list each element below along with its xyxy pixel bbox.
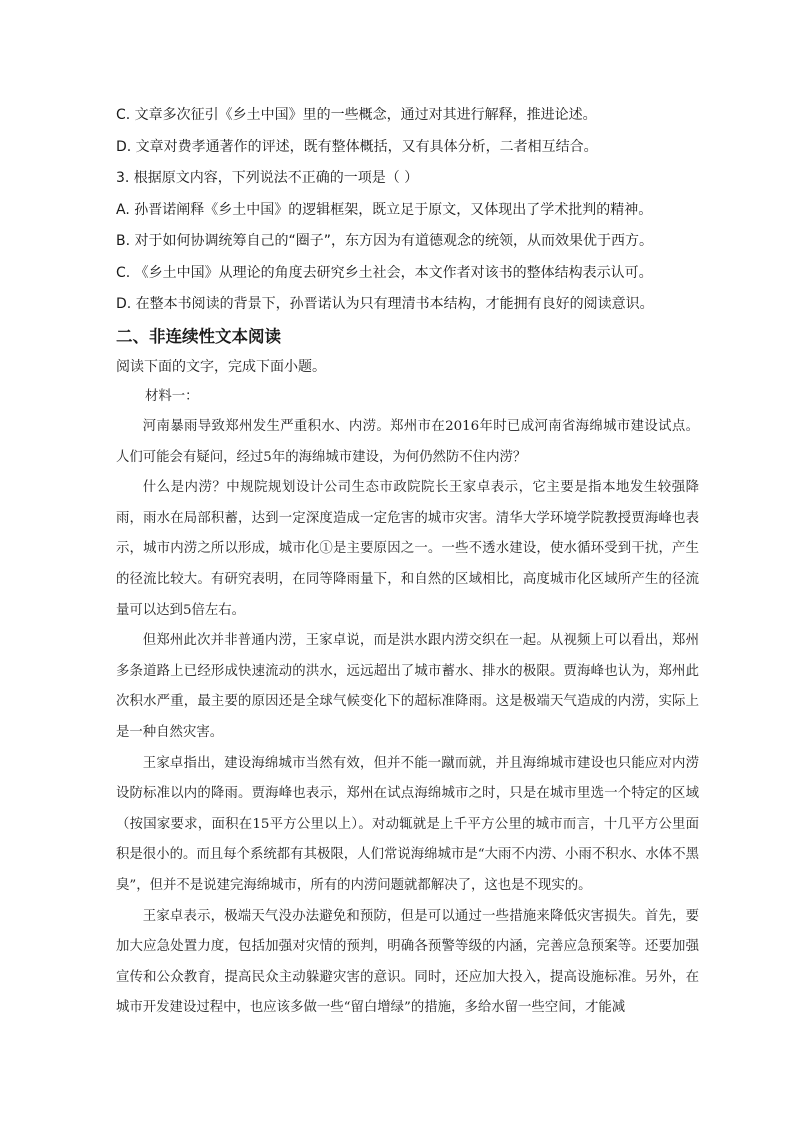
section-title: 二、非连续性文本阅读 (116, 326, 281, 346)
option-line: D. 文章对费孝通著作的评述，既有整体概括，又有具体分析，二者相互结合。 (116, 138, 598, 155)
article-paragraph: 但郑州此次并非普通内涝，王家卓说，而是洪水跟内涝交织在一起。从视频上可以看出，郑州多条道路上已经形成快速流动的洪水，远远超出了城市蓄水、排水的极限。贾海峰也认为，郑州此次积水严重，最主要的原因还是全球气候变化下的超标准降雨。这是极端天气造成的内涝，实际上是一种自然灾害。 (116, 633, 699, 740)
question-stem: 3. 根据原文内容，下列说法不正确的一项是（ ） (116, 170, 419, 186)
reading-material (116, 382, 699, 1024)
material-label: 材料一： (145, 389, 199, 404)
option-line: B. 对于如何协调统筹自己的“圈子”，东方因为有道德观念的统领，从而效果优于西方。 (116, 233, 654, 249)
article-paragraph: 河南暴雨导致郑州发生严重积水、内涝。郑州市在2016年时已成河南省海绵城市建设试点。人们可能会有疑问，经过5年的海绵城市建设，为何仍然防不住内涝？ (116, 419, 699, 465)
question-options (116, 100, 716, 382)
option-line: D. 在整本书阅读的背景下，孙晋诺认为只有理清书本结构，才能拥有良好的阅读意识。 (116, 296, 654, 312)
article-paragraph: 王家卓指出，建设海绵城市当然有效，但并不能一蹴而就，并且海绵城市建设也只能应对内涝设防标准以内的降雨。贾海峰也表示，郑州在试点海绵城市之时，只是在城市里选一个特定的区域（按国家要求，面积在15平方公里以上）。对动辄就是上千平方公里的城市而言，十几平方公里面积是很小的。而且每个系统都有其极限，人们常说海绵城市是“大雨不内涝、小雨不积水、水体不黑臭”，但并不是说建完海绵城市，所有的内涝问题就都解决了，这也是不现实的。 (116, 755, 699, 893)
option-line: C. 《乡土中国》从理论的角度去研究乡土社会，本文作者对该书的整体结构表示认可。 (116, 264, 653, 281)
option-line: A. 孙晋诺阐释《乡土中国》的逻辑框架，既立足于原文，又体现出了学术批判的精神。 (116, 201, 653, 218)
option-line: C. 文章多次征引《乡土中国》里的一些概念，通过对其进行解释，推进论述。 (116, 107, 597, 123)
section-instruction: 阅读下面的文字，完成下面小题。 (116, 358, 326, 375)
article-paragraph: 王家卓表示，极端天气没办法避免和预防，但是可以通过一些措施来降低灾害损失。首先，要加大应急处置力度，包括加强对灾情的预判，明确各预警等级的内涵，完善应急预案等。还要加强宣传和公众教育，提高民众主动躲避灾害的意识。同时，还应加大投入，提高设施标准。另外，在城市开发建设过程中，也应该多做一些“留白增绿”的措施，多给水留一些空间，才能减 (116, 908, 699, 1016)
article-paragraph: 什么是内涝？中规院规划设计公司生态市政院院长王家卓表示，它主要是指本地发生较强降雨，雨水在局部积蓄，达到一定深度造成一定危害的城市灾害。清华大学环境学院教授贾海峰也表示，城市内涝之所以形成，城市化①是主要原因之一。一些不透水建设，使水循环受到干扰，产生的径流比较大。有研究表明，在同等降雨量下，和自然的区域相比，高度城市化区域所产生的径流量可以达到5倍左右。 (116, 480, 699, 618)
